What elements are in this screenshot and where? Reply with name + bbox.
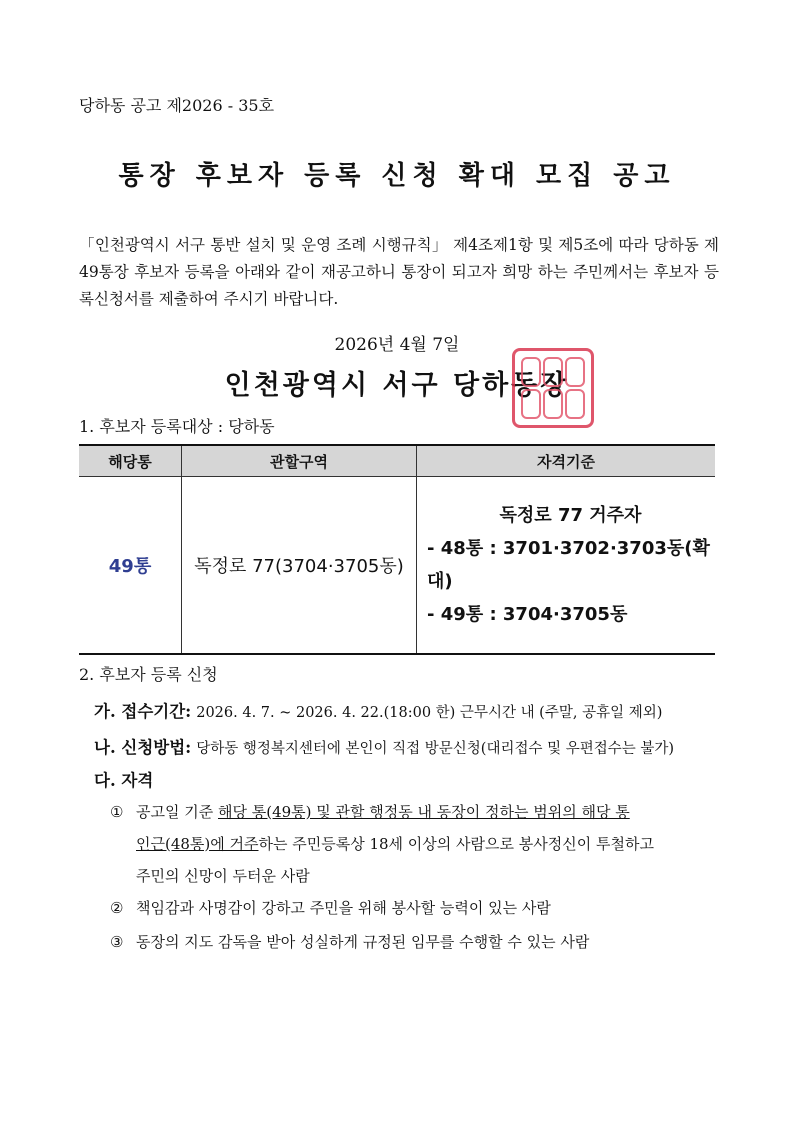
section-2-heading: 2. 후보자 등록 신청 (79, 665, 218, 684)
period-label: 가. 접수기간: (94, 702, 192, 721)
method-row (94, 734, 674, 758)
area-cell: 독정로 77(3704·3705동) (182, 477, 417, 655)
criteria-cell (417, 477, 716, 655)
notice-date: 2026년 4월 7일 (334, 335, 460, 355)
table-row (79, 477, 715, 655)
official-seal (512, 348, 594, 428)
condition-3 (110, 926, 716, 958)
condition-text: 공고일 기준 (136, 803, 214, 821)
page-title: 통장 후보자 등록 신청 확대 모집 공고 (118, 161, 676, 191)
circle-number-icon: ① (110, 803, 124, 821)
period-row (94, 698, 662, 722)
condition-1 (110, 796, 716, 892)
condition-underlined-text: 인근(48통)에 거주 (136, 835, 259, 853)
criteria-line: - 48통 : 3701·3702·3703동(확대) (427, 538, 710, 592)
qualification-row (94, 767, 153, 791)
tong-cell: 49통 (79, 477, 182, 655)
condition-underlined-text: 해당 통(49통) 및 관할 행정동 내 동장이 정하는 범위의 해당 통 (218, 803, 630, 821)
qualification-label: 다. 자격 (94, 771, 154, 790)
table-header-criteria: 자격기준 (417, 445, 716, 477)
candidate-table (79, 444, 715, 655)
condition-2 (110, 892, 716, 924)
method-text: 당하동 행정복지센터에 본인이 직접 방문신청(대리접수 및 우편접수는 불가) (196, 741, 675, 757)
intro-paragraph: 「인천광역시 서구 통반 설치 및 운영 조례 시행규칙」 제4조제1항 및 제5조에 따라 당하동 제49통장 후보자 등록을 아래와 같이 재공고하니 통장이 되고자 희망 하는 주민께서는 후보자 등록신청서를 제출하여 주시기 바랍니다. (79, 236, 719, 308)
table-header-tong: 해당통 (79, 445, 182, 477)
period-text: 2026. 4. 7. ~ 2026. 4. 22.(18:00 한) 근무시간 내 (주말, 공휴일 제외) (196, 705, 663, 721)
method-label: 나. 신청방법: (94, 738, 192, 757)
condition-text: 하는 주민등록상 18세 이상의 사람으로 봉사정신이 투철하고 (258, 835, 654, 853)
table-header-area: 관할구역 (182, 445, 417, 477)
criteria-line: 독정로 77 거주자 (499, 505, 642, 526)
condition-text: 책임감과 사명감이 강하고 주민을 위해 봉사할 능력이 있는 사람 (136, 899, 551, 917)
notice-number: 당하동 공고 제2026 - 35호 (79, 96, 275, 115)
condition-text: 동장의 지도 감독을 받아 성실하게 규정된 임무를 수행할 수 있는 사람 (136, 933, 590, 951)
issuer-name: 인천광역시 서구 당하동장 (224, 370, 570, 401)
circle-number-icon: ③ (110, 933, 124, 951)
condition-text: 주민의 신망이 두터운 사람 (136, 867, 310, 885)
circle-number-icon: ② (110, 899, 124, 917)
criteria-line: - 49통 : 3704·3705동 (427, 604, 628, 625)
section-1-heading: 1. 후보자 등록대상 : 당하동 (79, 417, 275, 436)
